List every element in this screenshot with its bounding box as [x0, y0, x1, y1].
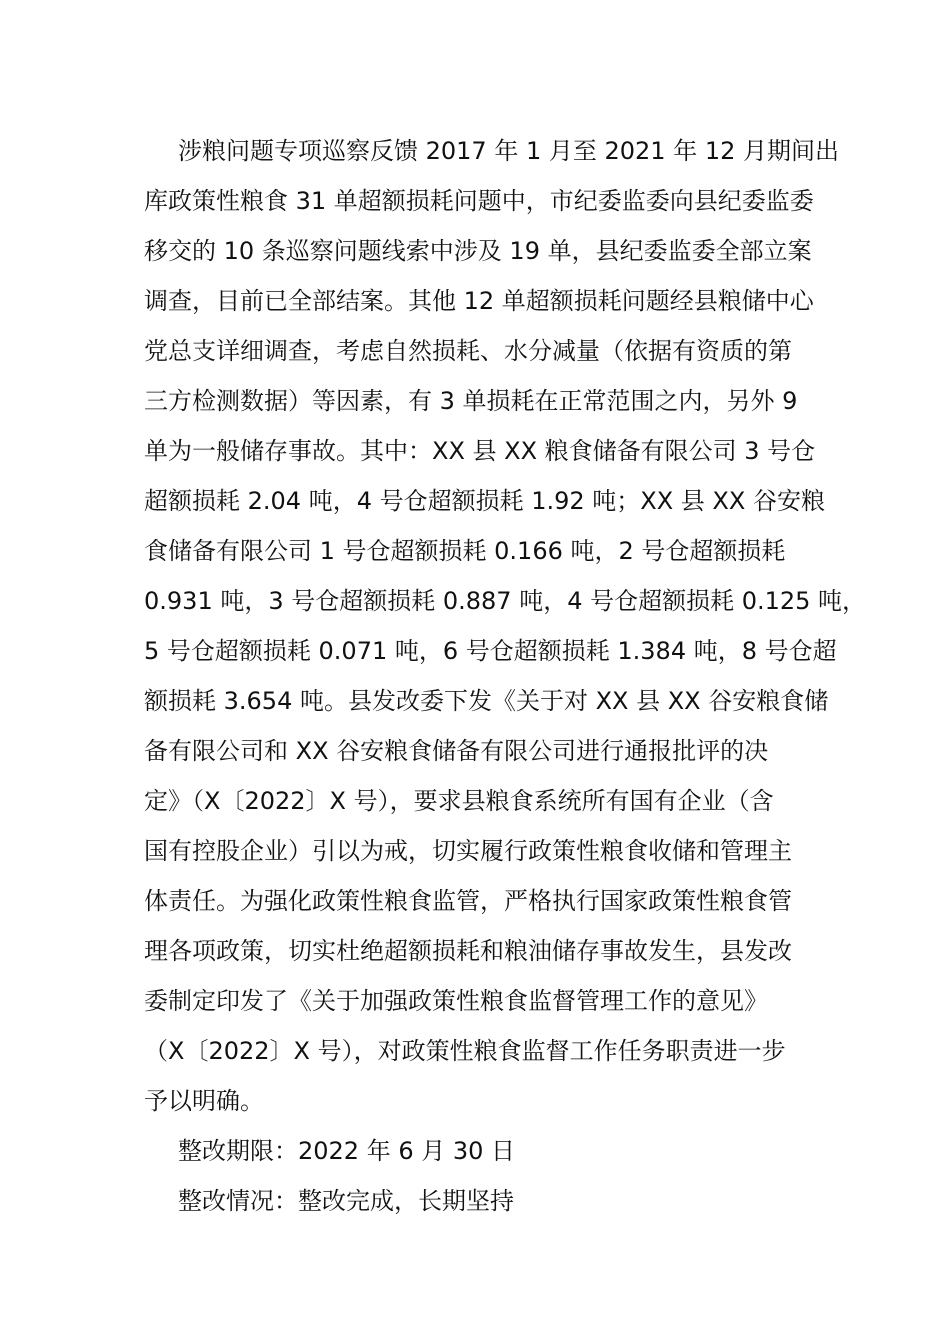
- paragraph-line-15: 国有控股企业）引以为戒，切实履行政策性粮食收储和管理主: [144, 837, 792, 865]
- paragraph-line-20: 予以明确。: [144, 1087, 264, 1115]
- paragraph-line-14: 定》（X〔2022〕X 号），要求县粮食系统所有国有企业（含: [144, 787, 774, 815]
- paragraph-line-16: 体责任。为强化政策性粮食监管，严格执行国家政策性粮食管: [144, 887, 792, 915]
- paragraph-line-6: 三方检测数据）等因素，有 3 单损耗在正常范围之内，另外 9: [144, 387, 798, 415]
- paragraph-line-12: 额损耗 3.654 吨。县发改委下发《关于对 XX 县 XX 谷安粮食储: [144, 687, 829, 715]
- paragraph-line-9: 食储备有限公司 1 号仓超额损耗 0.166 吨，2 号仓超额损耗: [144, 537, 786, 565]
- paragraph-line-3: 移交的 10 条巡察问题线索中涉及 19 单，县纪委监委全部立案: [144, 237, 812, 265]
- paragraph-line-5: 党总支详细调查，考虑自然损耗、水分减量（依据有资质的第: [144, 337, 792, 365]
- paragraph-line-2: 库政策性粮食 31 单超额损耗问题中，市纪委监委向县纪委监委: [144, 187, 814, 215]
- paragraph-line-7: 单为一般储存事故。其中：XX 县 XX 粮食储备有限公司 3 号仓: [144, 437, 816, 465]
- paragraph-line-4: 调查，目前已全部结案。其他 12 单超额损耗问题经县粮储中心: [144, 287, 814, 315]
- paragraph-line-19: （X〔2022〕X 号），对政策性粮食监督工作任务职责进一步: [144, 1037, 786, 1065]
- paragraph-line-17: 理各项政策，切实杜绝超额损耗和粮油储存事故发生，县发改: [144, 937, 792, 965]
- paragraph-line-1: 涉粮问题专项巡察反馈 2017 年 1 月至 2021 年 12 月期间出: [178, 137, 839, 165]
- rectification-deadline: 整改期限：2022 年 6 月 30 日: [178, 1137, 516, 1165]
- paragraph-line-13: 备有限公司和 XX 谷安粮食储备有限公司进行通报批评的决: [144, 737, 769, 765]
- rectification-status: 整改情况：整改完成，长期坚持: [178, 1187, 514, 1215]
- paragraph-line-11: 5 号仓超额损耗 0.071 吨，6 号仓超额损耗 1.384 吨，8 号仓超: [144, 637, 837, 665]
- paragraph-line-18: 委制定印发了《关于加强政策性粮食监督管理工作的意见》: [144, 987, 768, 1015]
- paragraph-line-8: 超额损耗 2.04 吨，4 号仓超额损耗 1.92 吨；XX 县 XX 谷安粮: [144, 487, 825, 515]
- paragraph-line-10: 0.931 吨，3 号仓超额损耗 0.887 吨，4 号仓超额损耗 0.125 吨，: [144, 587, 867, 615]
